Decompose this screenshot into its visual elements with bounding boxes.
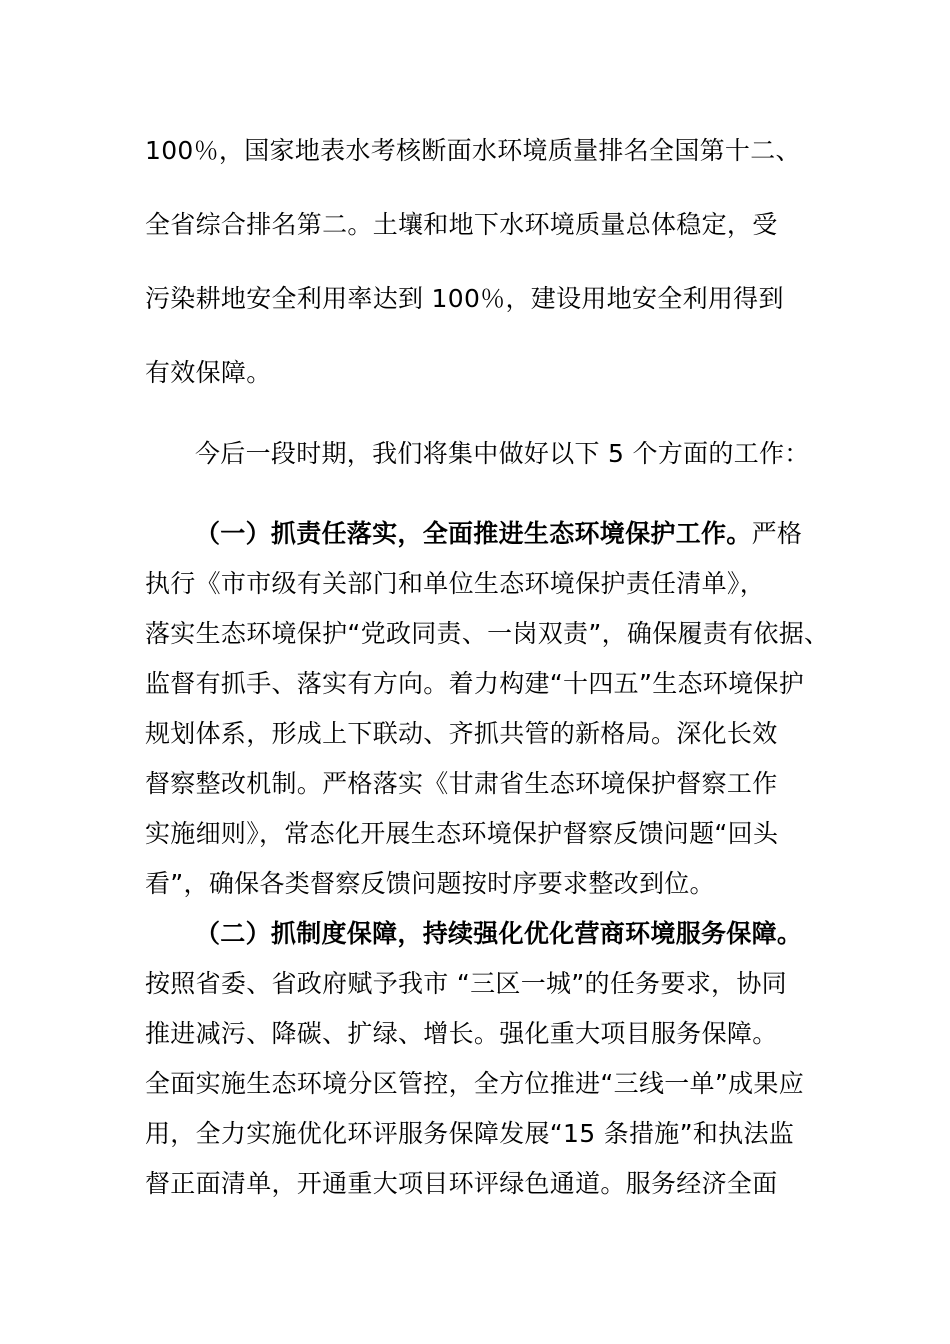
text-line-7: 执行《市市级有关部门和单位生态环境保护责任清单》， bbox=[145, 569, 766, 598]
text-line-5: 今后一段时期，我们将集中做好以下 5 个方面的工作： bbox=[195, 439, 810, 468]
section-one-line bbox=[195, 518, 802, 550]
text-line-16: 推进减污、降碳、扩绿、增长。强化重大项目服务保障。 bbox=[145, 1019, 778, 1048]
text-line-10: 规划体系，形成上下联动、齐抓共管的新格局。深化长效 bbox=[145, 719, 778, 748]
text-line-17: 全面实施生态环境分区管控，全方位推进“三线一单”成果应 bbox=[145, 1069, 805, 1098]
text-line-8: 落实生态环境保护“党政同责、一岗双责”，确保履责有依据、 bbox=[145, 619, 830, 648]
section-two-heading: （二）抓制度保障，持续强化优化营商环境服务保障。 bbox=[195, 919, 803, 948]
text-line-12: 实施细则》，常态化开展生态环境保护督察反馈问题“回头 bbox=[145, 819, 779, 848]
text-line-4: 有效保障。 bbox=[145, 358, 272, 387]
text-line-18: 用，全力实施优化环评服务保障发展“15 条措施”和执法监 bbox=[145, 1119, 795, 1148]
text-line-19: 督正面清单，开通重大项目环评绿色通道。服务经济全面 bbox=[145, 1169, 778, 1198]
text-line-11: 督察整改机制。严格落实《甘肃省生态环境保护督察工作 bbox=[145, 769, 778, 798]
section-one-lead: 严格 bbox=[751, 519, 803, 548]
text-line-2: 全省综合排名第二。土壤和地下水环境质量总体稳定，受 bbox=[145, 210, 778, 239]
section-one-heading: （一）抓责任落实，全面推进生态环境保护工作。 bbox=[195, 519, 752, 548]
text-line-9: 监督有抓手、落实有方向。着力构建“十四五”生态环境保护 bbox=[145, 669, 805, 698]
text-line-15: 按照省委、省政府赋予我市 “三区一城”的任务要求，协同 bbox=[145, 969, 787, 998]
text-line-1: 100％，国家地表水考核断面水环境质量排名全国第十二、 bbox=[145, 136, 801, 165]
text-line-13: 看”，确保各类督察反馈问题按时序要求整改到位。 bbox=[145, 869, 715, 898]
text-line-3: 污染耕地安全利用率达到 100％，建设用地安全利用得到 bbox=[145, 284, 784, 313]
